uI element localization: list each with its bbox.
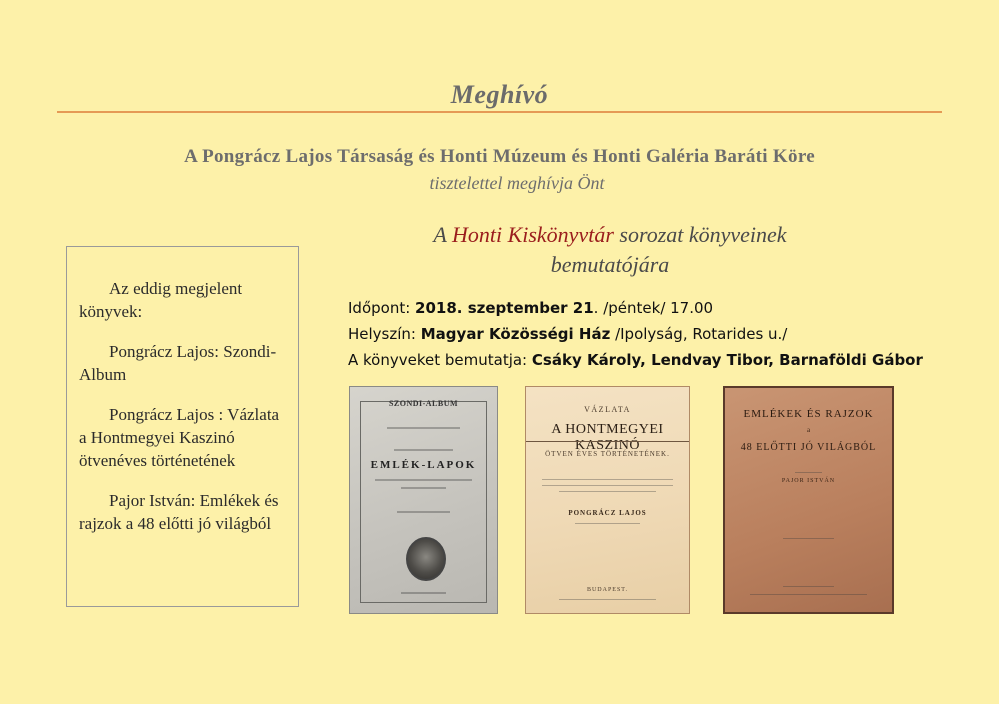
launch-suffix: sorozat könyveinek	[619, 222, 787, 247]
time-rest: . /péntek/ 17.00	[593, 299, 714, 317]
launch-prefix: A	[433, 222, 447, 247]
organizers-line: A Pongrácz Lajos Társaság és Honti Múzeum és Honti Galéria Baráti Köre	[184, 146, 815, 167]
sidebar-book-1: Pongrácz Lajos: Szondi-Album	[79, 342, 277, 384]
time-date: 2018. szeptember 21	[415, 299, 594, 317]
book-cover-emlekek-es-rajzok	[723, 386, 894, 614]
invites-line: tisztelettel meghívja Önt	[429, 173, 605, 193]
time-label: Időpont:	[348, 299, 411, 317]
published-books-box	[66, 246, 299, 607]
time-row	[348, 295, 923, 321]
cover-text-line	[783, 538, 833, 539]
cover-text-line	[401, 487, 445, 489]
cover-main-title-2: 48 ELŐTTI JÓ VILÁGBÓL	[740, 442, 877, 453]
cover-main-title: EMLÉKEK ÉS RAJZOK	[743, 408, 874, 420]
cover-text-line	[387, 427, 461, 429]
cover-author: PAJOR ISTVÁN	[781, 478, 836, 484]
cover-subtitle: ÖTVEN ÉVES TÖRTÉNETÉNEK.	[545, 450, 670, 458]
place-label: Helyszín:	[348, 325, 416, 343]
title-divider	[57, 111, 942, 113]
place-rest: /Ipolyság, Rotarides u./	[615, 325, 788, 343]
place-row	[348, 321, 923, 347]
cover-text-line	[542, 479, 672, 480]
event-details	[348, 295, 923, 373]
page-title: Meghívó	[450, 80, 549, 109]
book-cover-szondi-album	[349, 386, 498, 614]
cover-top-text: VÁZLATA	[584, 405, 631, 414]
sidebar-heading: Az eddig megjelent könyvek:	[79, 279, 243, 321]
place-name: Magyar Közösségi Ház	[420, 325, 611, 343]
cover-series: SZONDI-ALBUM	[388, 399, 459, 408]
sidebar-book-3: Pajor István: Emlékek és rajzok a 48 előtti jó világból	[79, 491, 279, 533]
presenters-names: Csáky Károly, Lendvay Tibor, Barnaföldi Gábor	[531, 351, 923, 369]
cover-emblem-icon	[406, 537, 446, 581]
cover-text-line	[559, 491, 657, 492]
presenters-label: A könyveket bemutatja:	[348, 351, 528, 369]
cover-text-line	[401, 592, 445, 594]
cover-text-line	[397, 511, 450, 513]
cover-connector: a	[806, 426, 811, 434]
cover-text-line	[783, 586, 833, 587]
cover-text-line	[559, 599, 657, 600]
cover-text-line	[795, 472, 822, 473]
series-name: Honti Kiskönyvtár	[451, 222, 614, 247]
cover-text-line	[375, 479, 472, 481]
cover-text-line	[750, 594, 867, 595]
cover-text-line	[394, 449, 453, 451]
book-cover-hontmegyei-kaszino	[525, 386, 690, 614]
cover-main-title: A HONTMEGYEI KASZINÓ	[551, 422, 664, 453]
cover-city: BUDAPEST.	[586, 587, 629, 593]
launch-heading	[300, 220, 920, 280]
sidebar-book-2: Pongrácz Lajos : Vázlata a Hontmegyei Kaszinó ötvenéves történetének	[79, 405, 280, 470]
cover-text-line	[575, 523, 640, 524]
cover-main-title: EMLÉK-LAPOK	[370, 459, 477, 471]
presenters-row	[348, 347, 923, 373]
launch-line2: bemutatójára	[550, 252, 670, 277]
cover-rule	[526, 441, 689, 442]
cover-author: PONGRÁCZ LAJOS	[568, 509, 647, 517]
cover-text-line	[542, 485, 672, 486]
